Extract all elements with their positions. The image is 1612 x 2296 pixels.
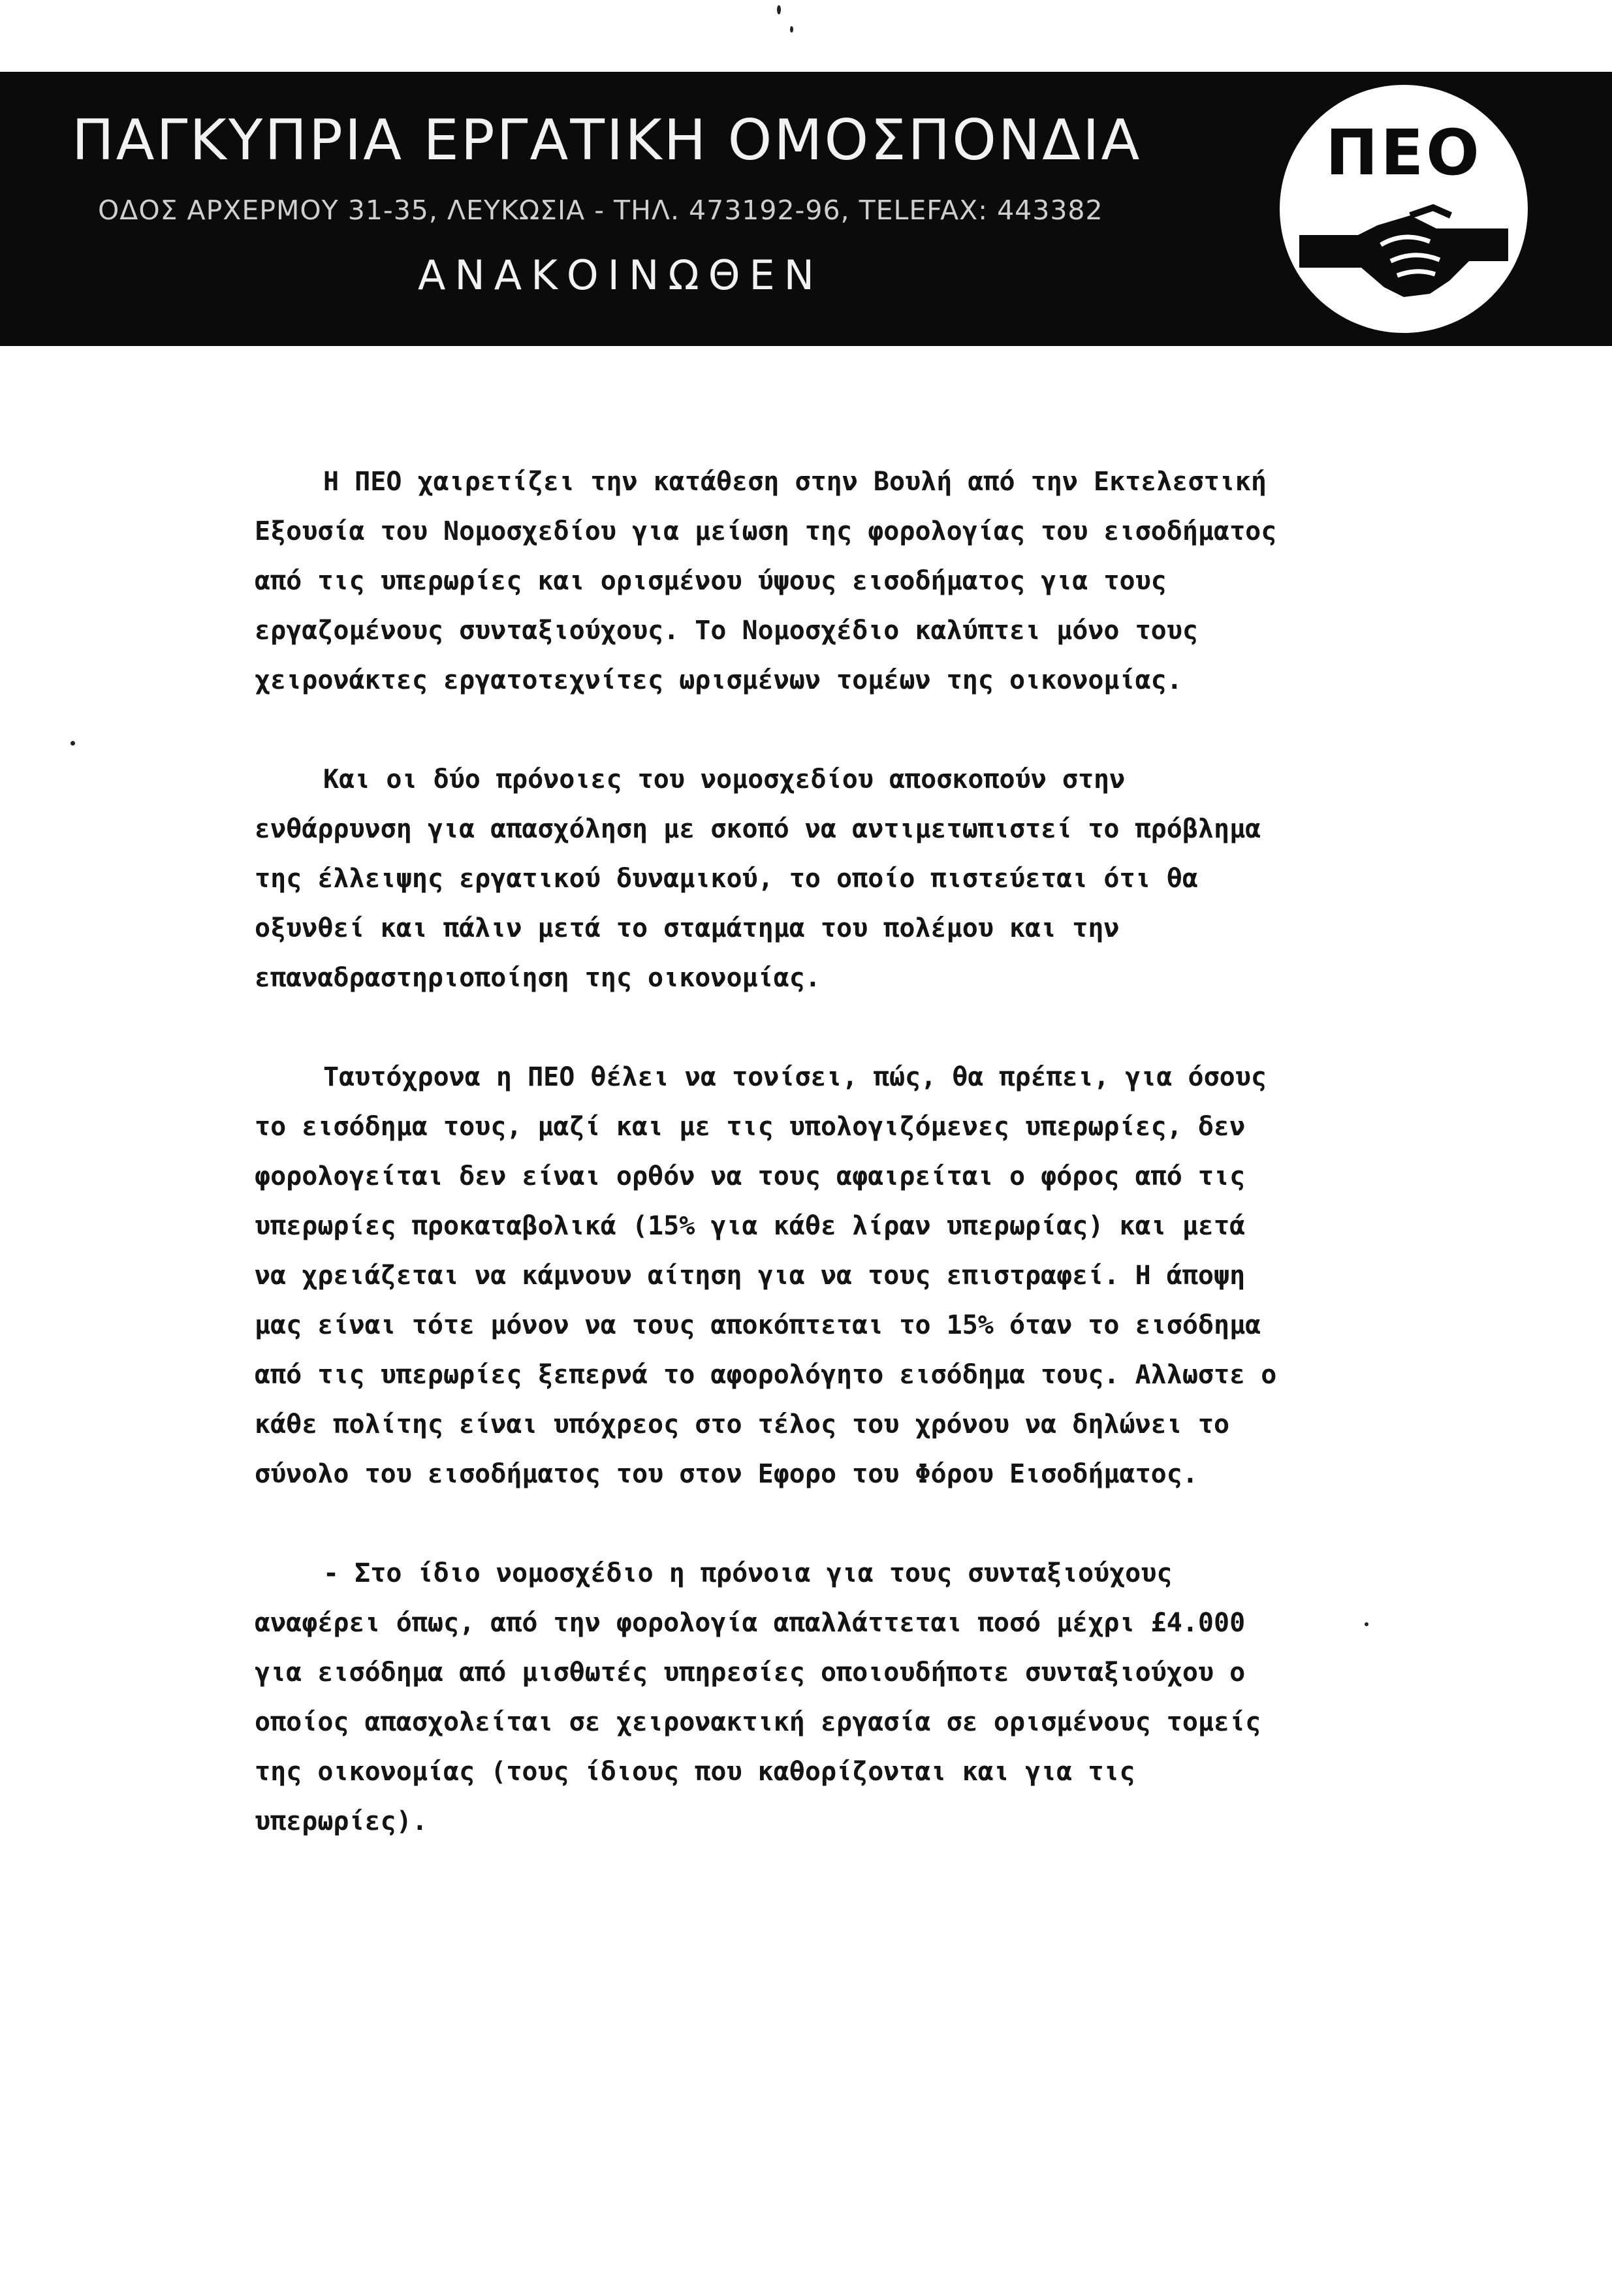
text-line: ενθάρρυνση για απασχόληση με σκοπό να αντιμετωπιστεί το πρόβλημα bbox=[255, 814, 1261, 844]
text-line: Εξουσία του Νομοσχεδίου για μείωση της φορολογίας του εισοδήματος bbox=[255, 516, 1277, 546]
text-line: από τις υπερωρίες και ορισμένου ύψους εισοδήματος για τους bbox=[255, 566, 1167, 596]
logo-text: ΠΕΟ bbox=[1325, 116, 1482, 189]
letterhead-band bbox=[0, 72, 1612, 346]
announcement-body bbox=[255, 457, 1332, 1896]
text-line: της έλλειψης εργατικού δυναμικού, το οποίο πιστεύεται ότι θα bbox=[255, 864, 1198, 894]
text-line: Ταυτόχρονα η ΠΕΟ θέλει να τονίσει, πώς, θα πρέπει, για όσους bbox=[323, 1062, 1267, 1092]
text-line: να χρειάζεται να κάμνουν αίτηση για να τους επιστραφεί. Η άποψη bbox=[255, 1261, 1246, 1291]
text-line: εργαζομένους συνταξιούχους. Το Νομοσχέδιο καλύπτει μόνο τους bbox=[255, 616, 1198, 646]
text-line: κάθε πολίτης είναι υπόχρεος στο τέλος του χρόνου να δηλώνει το bbox=[255, 1409, 1230, 1439]
text-line: της οικονομίας (τους ίδιους που καθορίζονται και για τις bbox=[255, 1757, 1135, 1787]
text-line: από τις υπερωρίες ξεπερνά το αφορολόγητο εισόδημα τους. Αλλωστε ο bbox=[255, 1360, 1277, 1390]
text-line: Η ΠΕΟ χαιρετίζει την κατάθεση στην Βουλή από την Εκτελεστική bbox=[323, 467, 1267, 497]
text-line: - Στο ίδιο νομοσχέδιο η πρόνοια για τους συνταξιούχους bbox=[323, 1558, 1173, 1588]
text-line: Και οι δύο πρόνοιες του νομοσχεδίου αποσκοπούν στην bbox=[323, 764, 1126, 794]
text-line: επαναδραστηριοποίηση της οικονομίας. bbox=[255, 963, 821, 993]
peo-logo bbox=[1280, 85, 1528, 333]
scan-speck bbox=[1365, 1622, 1368, 1626]
text-line: χειρονάκτες εργατοτεχνίτες ωρισμένων τομέων της οικονομίας. bbox=[255, 665, 1182, 695]
text-line: οποίος απασχολείται σε χειρονακτική εργασία σε ορισμένους τομείς bbox=[255, 1707, 1261, 1737]
text-line: αναφέρει όπως, από την φορολογία απαλλάττεται ποσό μέχρι £4.000 bbox=[255, 1608, 1246, 1638]
text-line: υπερωρίες προκαταβολικά (15% για κάθε λίραν υπερωρίας) και μετά bbox=[255, 1211, 1246, 1241]
scan-speck bbox=[71, 741, 75, 746]
handshake-icon bbox=[1299, 189, 1508, 307]
paragraph bbox=[255, 755, 1332, 1003]
scan-speck bbox=[777, 5, 781, 14]
document-type-heading: ΑΝΑΚΟΙΝΩΘΕΝ bbox=[418, 251, 824, 299]
paragraph bbox=[255, 457, 1332, 705]
text-line: μας είναι τότε μόνον να τους αποκόπτεται το 15% όταν το εισόδημα bbox=[255, 1310, 1261, 1340]
text-line: οξυνθεί και πάλιν μετά το σταμάτημα του πολέμου και την bbox=[255, 913, 1120, 943]
text-line: φορολογείται δεν είναι ορθόν να τους αφαιρείται ο φόρος από τις bbox=[255, 1161, 1246, 1191]
text-line: υπερωρίες). bbox=[255, 1806, 428, 1836]
text-line: για εισόδημα από μισθωτές υπηρεσίες οποιουδήποτε συνταξιούχου ο bbox=[255, 1658, 1246, 1688]
organization-address: ΟΔΟΣ ΑΡΧΕΡΜΟΥ 31-35, ΛΕΥΚΩΣΙΑ - ΤΗΛ. 473192-96, TELEFAX: 443382 bbox=[98, 195, 1103, 226]
scan-speck bbox=[790, 26, 793, 33]
paragraph bbox=[255, 1052, 1332, 1499]
text-line: σύνολο του εισοδήματος του στον Εφορο του Φόρου Εισοδήματος. bbox=[255, 1459, 1198, 1489]
organization-name: ΠΑΓΚΥΠΡΙΑ ΕΡΓΑΤΙΚΗ ΟΜΟΣΠΟΝΔΙΑ bbox=[72, 108, 1142, 173]
text-line: το εισόδημα τους, μαζί και με τις υπολογιζόμενες υπερωρίες, δεν bbox=[255, 1112, 1246, 1142]
paragraph bbox=[255, 1549, 1332, 1846]
